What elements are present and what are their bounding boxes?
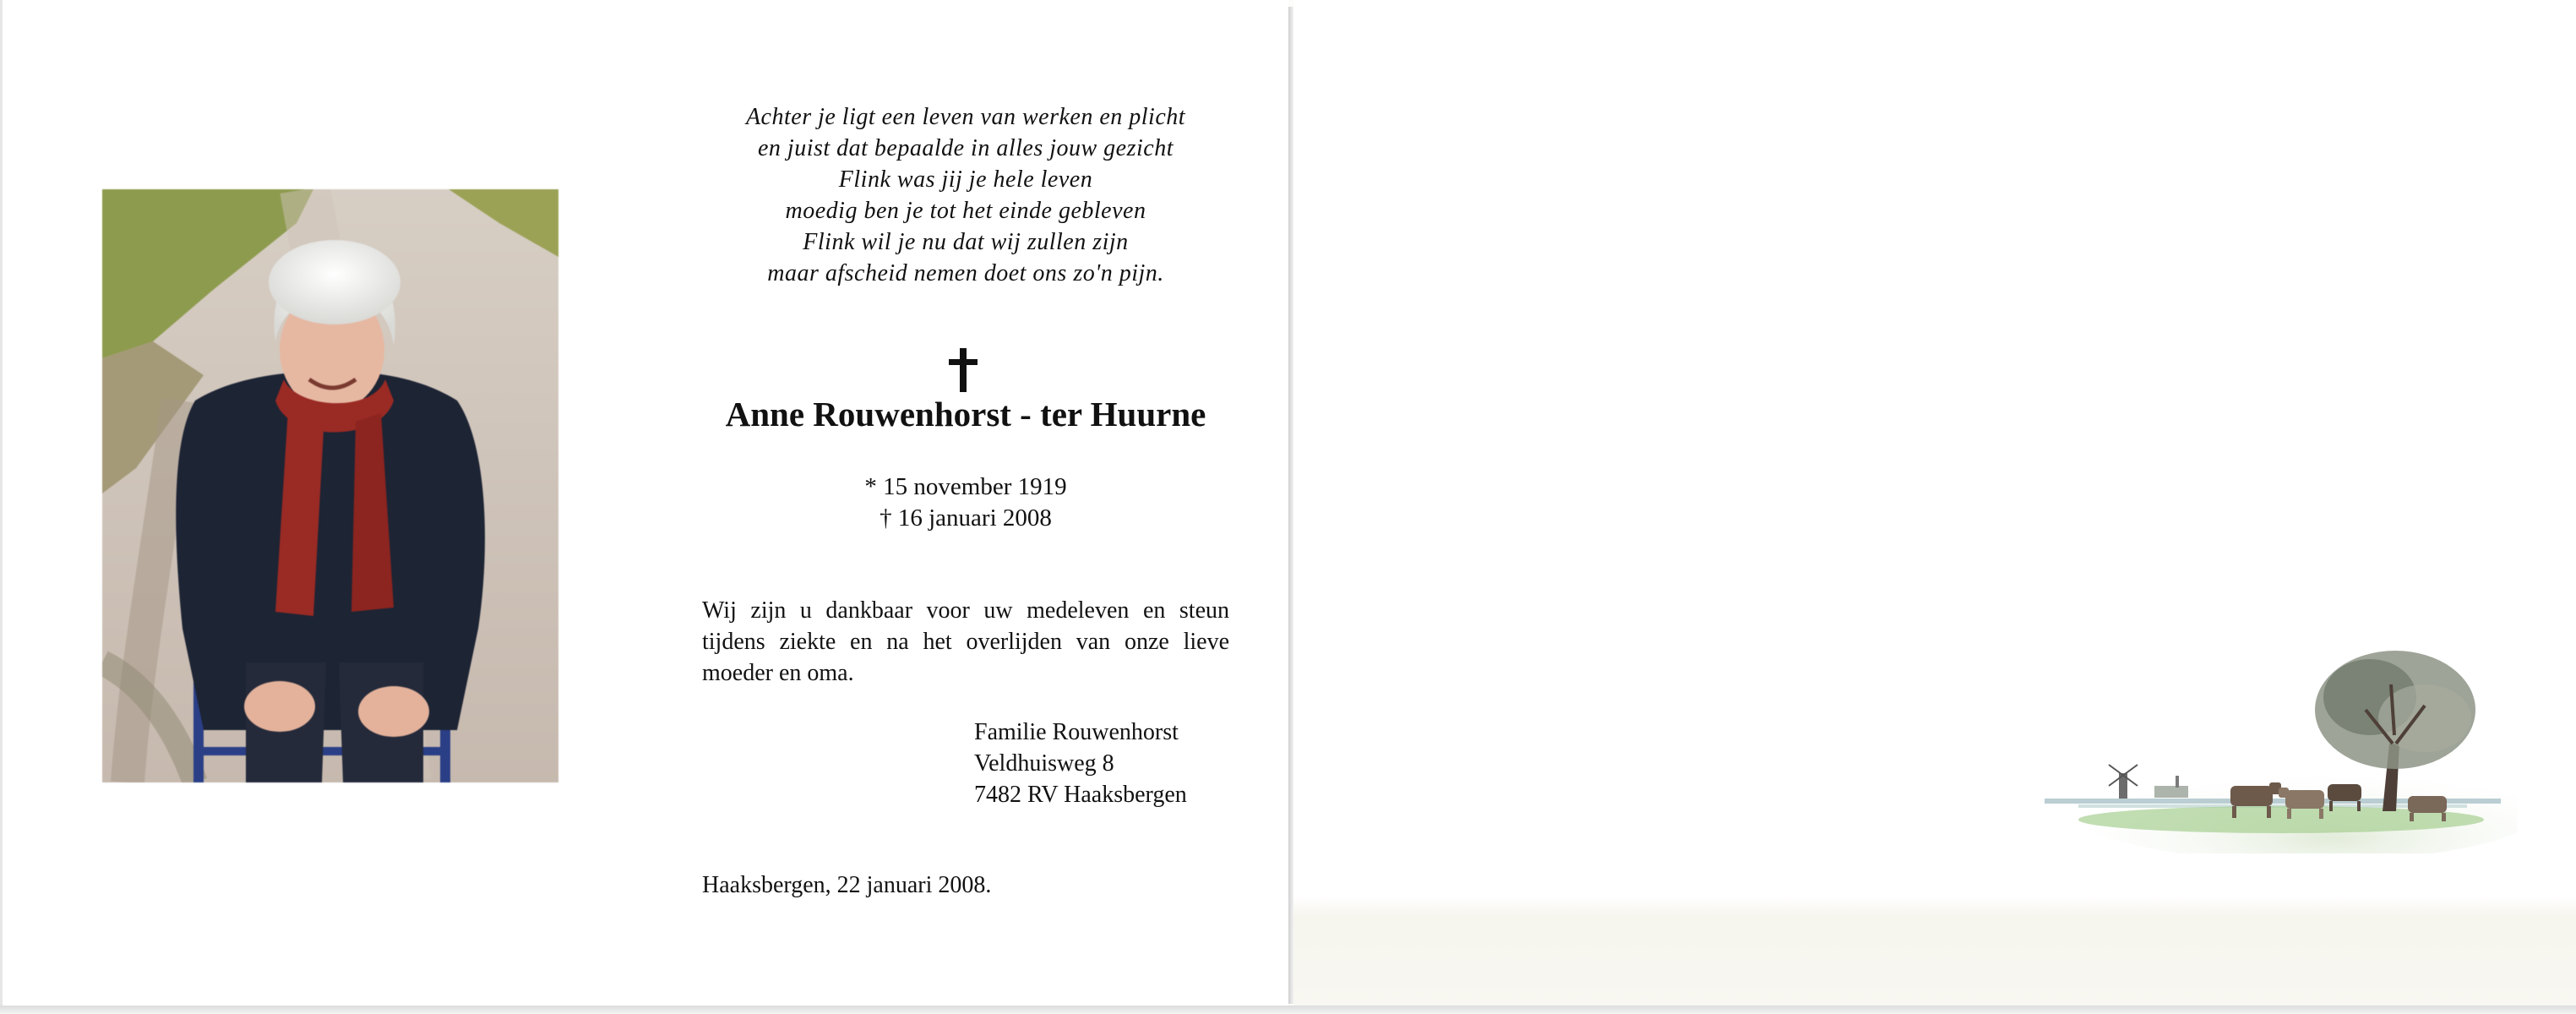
birth-date: * 15 november 1919 — [864, 473, 1067, 500]
poem-line: moedig ben je tot het einde gebleven — [785, 198, 1146, 224]
family-address — [974, 717, 1261, 810]
poem-line: maar afscheid nemen doet ons zo'n pijn. — [767, 260, 1164, 286]
poem-line: Flink was jij je hele leven — [838, 166, 1093, 193]
card-right-panel — [1293, 0, 2576, 1007]
poem — [678, 101, 1253, 289]
deceased-name: Anne Rouwenhorst - ter Huurne — [725, 395, 1206, 433]
street: Veldhuisweg 8 — [974, 750, 1114, 777]
portrait-photo — [102, 189, 558, 782]
death-date: † 16 januari 2008 — [880, 504, 1052, 532]
place-date: Haaksbergen, 22 januari 2008. — [702, 872, 992, 898]
life-dates — [678, 472, 1253, 534]
family-name: Familie Rouwenhorst — [974, 719, 1179, 745]
landscape-illustration — [2028, 617, 2518, 853]
card-left-panel — [0, 0, 1288, 1007]
thanks-text: Wij zijn u dankbaar voor uw medeleven en steun tijdens ziekte en na het overlijden van onze lieve moeder en oma. — [702, 597, 1229, 686]
cross-icon — [942, 345, 984, 395]
postal-city: 7482 RV Haaksbergen — [974, 782, 1187, 808]
poem-line: en juist dat bepaalde in alles jouw gezicht — [757, 135, 1174, 161]
poem-line: Achter je ligt een leven van werken en plicht — [745, 104, 1186, 130]
bottom-edge — [0, 1006, 2576, 1014]
poem-line: Flink wil je nu dat wij zullen zijn — [803, 229, 1129, 255]
